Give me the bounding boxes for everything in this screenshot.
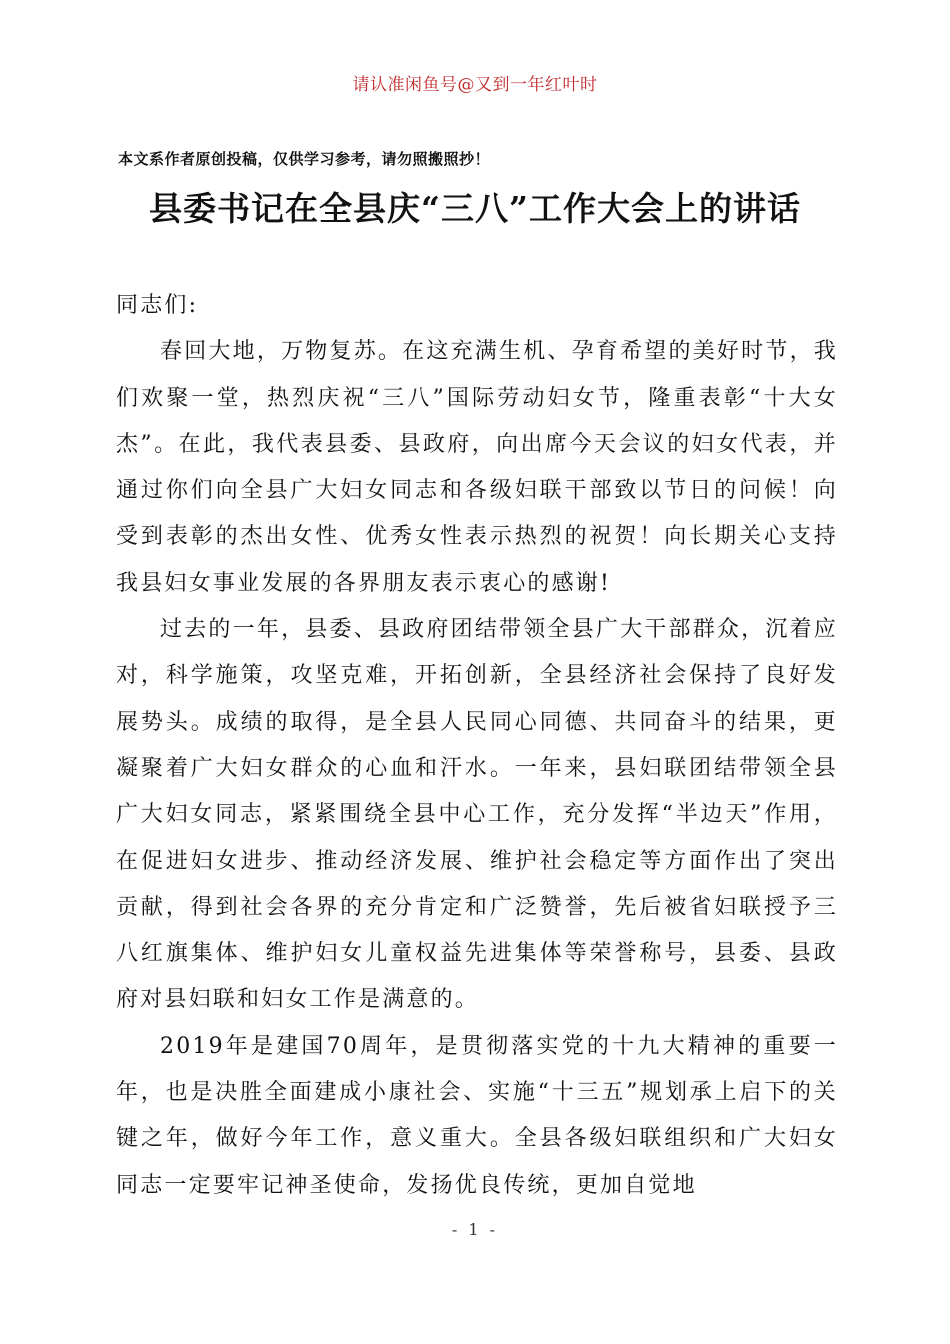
paragraph-3: 2019年是建国70周年，是贯彻落实党的十九大精神的重要一年，也是决胜全面建成小康社会、实施“十三五”规划承上启下的关键之年，做好今年工作，意义重大。全县各级妇联组织和广大妇女同志一定要牢记神圣使命，发扬优良传统，更加自觉地: [116, 1033, 838, 1198]
document-body: [116, 283, 838, 1209]
header-watermark: 请认准闲鱼号@又到一年红叶时: [352, 75, 598, 95]
copyright-notice: 本文系作者原创投稿，仅供学习参考，请勿照搬照抄！: [118, 150, 491, 168]
document-title: 县委书记在全县庆“三八”工作大会上的讲话: [149, 189, 801, 228]
paragraph-2: 过去的一年，县委、县政府团结带领全县广大干部群众，沉着应对，科学施策，攻坚克难，开拓创新，全县经济社会保持了良好发展势头。成绩的取得，是全县人民同心同德、共同奋斗的结果，更凝聚着广大妇女群众的心血和汗水。一年来，县妇联团结带领全县广大妇女同志，紧紧围绕全县中心工作，充分发挥“半边天”作用，在促进妇女进步、推动经济发展、维护社会稳定等方面作出了突出贡献，得到社会各界的充分肯定和广泛赞誉，先后被省妇联授予三八红旗集体、维护妇女儿童权益先进集体等荣誉称号，县委、县政府对县妇联和妇女工作是满意的。: [116, 617, 838, 1013]
paragraph-1: 春回大地，万物复苏。在这充满生机、孕育希望的美好时节，我们欢聚一堂，热烈庆祝“三八”国际劳动妇女节，隆重表彰“十大女杰”。在此，我代表县委、县政府，向出席今天会议的妇女代表，并通过你们向全县广大妇女同志和各级妇联干部致以节日的问候！向受到表彰的杰出女性、优秀女性表示热烈的祝贺！向长期关心支持我县妇女事业发展的各界朋友表示衷心的感谢!: [116, 339, 838, 596]
salutation: 同志们:: [116, 293, 199, 318]
page-number: - 1 -: [451, 1220, 499, 1239]
